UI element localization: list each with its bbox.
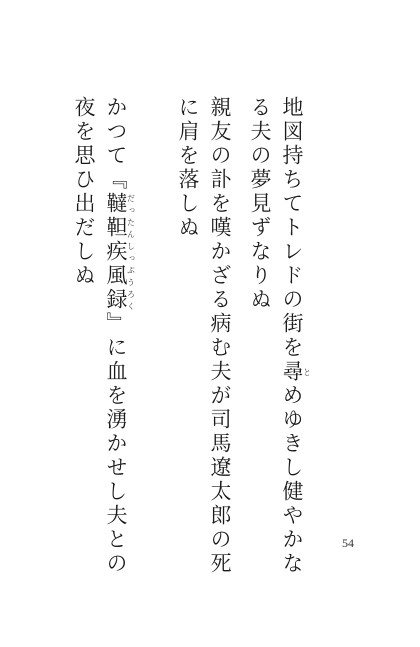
- ruby-dattan-1: 韃だっ: [104, 192, 136, 216]
- ruby-shippu-1: 疾しっ: [104, 240, 136, 264]
- ruby-roku: 録ろく: [104, 288, 136, 312]
- verse-1-line-1: [280, 96, 311, 576]
- ruby-dattan-2: 靼たん: [104, 216, 136, 240]
- verse-1-line-1-text-b: めゆきし健やかな: [280, 384, 304, 576]
- ruby-shippu-2: 風ぷう: [104, 264, 136, 288]
- ruby-to: 尋と: [280, 360, 312, 384]
- verse-3-line-2: 夜を思ひ出だしぬ: [72, 96, 96, 288]
- verse-2-line-2: に肩を落しぬ: [176, 96, 200, 240]
- verse-3-line-1: かつて『韃だっ靼たん疾しっ風ぷう録ろく』に血を湧かせし夫との: [104, 96, 136, 576]
- verse-2-line-1: 親友の訃を嘆かざる病む夫が司馬遼太郎の死: [208, 96, 232, 576]
- verse-1-line-2: る夫の夢見ずなりぬ: [248, 96, 272, 312]
- page-number: 54: [342, 536, 354, 550]
- verse-1-line-1-text-a: 地図持ちてトレドの街を: [280, 96, 304, 360]
